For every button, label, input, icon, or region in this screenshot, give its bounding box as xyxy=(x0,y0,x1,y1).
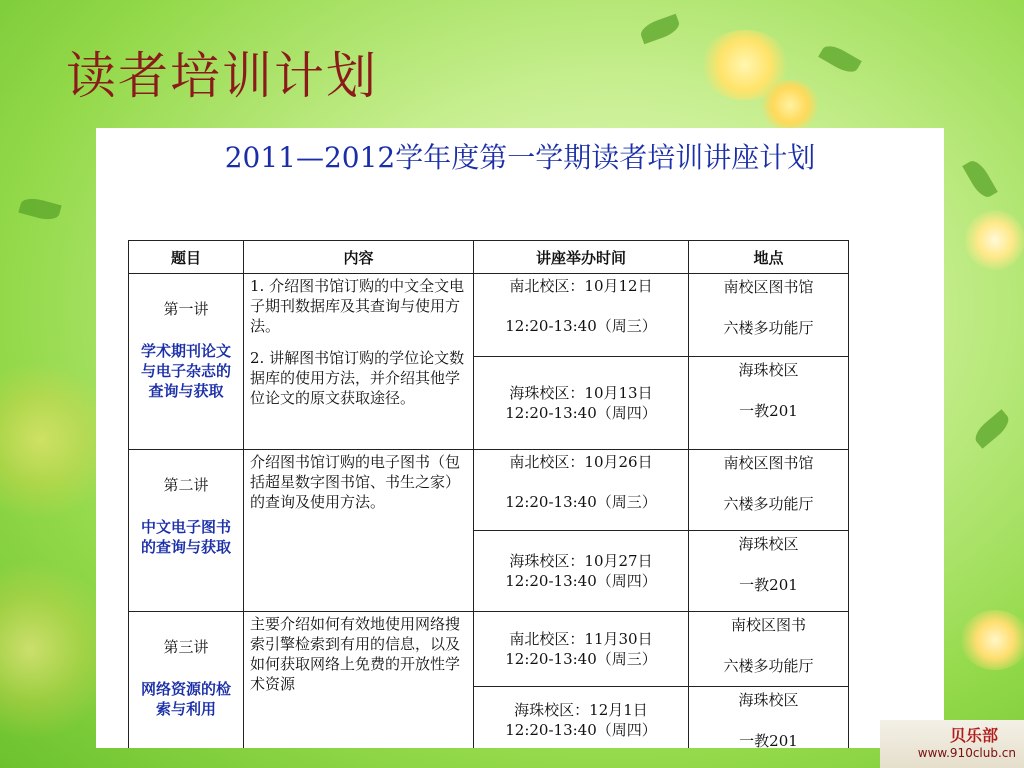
lecture-number: 第三讲 xyxy=(163,638,209,656)
session-campus-date: 海珠校区：10月13日 xyxy=(509,384,653,402)
watermark-logo xyxy=(880,720,1024,768)
leaf-decoration xyxy=(962,157,998,201)
lecture-content-cell xyxy=(244,612,474,749)
lecture-topic-cell xyxy=(129,450,244,612)
session-place-cell xyxy=(689,531,849,612)
session-place: 南校区图书馆 xyxy=(723,278,814,296)
session-room: 六楼多功能厅 xyxy=(723,495,814,513)
session-place-cell xyxy=(689,357,849,450)
session-time: 12:20-13:40（周三） xyxy=(505,317,657,335)
lecture-plan-table xyxy=(128,240,849,748)
lecture-content-cell xyxy=(244,450,474,612)
session-campus-date: 海珠校区：10月27日 xyxy=(509,552,653,570)
session-campus-date: 南北校区：10月26日 xyxy=(509,453,653,471)
flower-decoration xyxy=(760,80,820,130)
session-campus-date: 南北校区：11月30日 xyxy=(509,630,653,648)
session-time: 12:20-13:40（周三） xyxy=(505,650,657,668)
leaf-decoration xyxy=(971,409,1013,449)
watermark-url: www.910club.cn xyxy=(917,746,1016,760)
session-time: 12:20-13:40（周四） xyxy=(505,572,657,590)
lecture-content: 2. 讲解图书馆订购的学位论文数据库的使用方法，并介绍其他学位论文的原文获取途径。 xyxy=(250,349,465,407)
session-room: 一教201 xyxy=(739,402,798,420)
table-row xyxy=(129,612,849,687)
session-time-cell xyxy=(474,450,689,531)
leaf-decoration xyxy=(18,195,61,223)
session-place-cell xyxy=(689,612,849,687)
session-campus-date: 南北校区：10月12日 xyxy=(509,277,653,295)
column-header-time: 讲座举办时间 xyxy=(474,241,689,274)
session-place: 南校区图书馆 xyxy=(723,454,814,472)
session-room: 一教201 xyxy=(739,576,798,594)
session-time-cell xyxy=(474,274,689,357)
lecture-topic-cell xyxy=(129,612,244,749)
session-room: 六楼多功能厅 xyxy=(723,319,814,337)
session-place-cell xyxy=(689,450,849,531)
session-time-cell xyxy=(474,687,689,749)
session-time-cell xyxy=(474,357,689,450)
leaf-decoration xyxy=(818,41,862,77)
table-row xyxy=(129,450,849,531)
session-time: 12:20-13:40（周三） xyxy=(505,493,657,511)
panel-heading: 2011—2012学年度第一学期读者培训讲座计划 xyxy=(224,141,816,174)
session-place-cell xyxy=(689,274,849,357)
lecture-content-cell xyxy=(244,274,474,450)
lecture-number: 第一讲 xyxy=(163,300,209,318)
lecture-topic: 中文电子图书的查询与获取 xyxy=(140,518,231,556)
lecture-content: 主要介绍如何有效地使用网络搜索引擎检索到有用的信息，以及如何获取网络上免费的开放性学术资源 xyxy=(250,615,461,693)
flower-decoration xyxy=(965,210,1024,270)
table-header-row xyxy=(129,241,849,274)
session-room: 一教201 xyxy=(739,732,798,748)
flower-decoration xyxy=(960,610,1024,670)
session-time-cell xyxy=(474,612,689,687)
session-place: 海珠校区 xyxy=(738,691,799,709)
lecture-topic: 学术期刊论文与电子杂志的查询与获取 xyxy=(140,342,231,400)
session-time: 12:20-13:40（周四） xyxy=(505,721,657,739)
watermark-text: 贝乐部 xyxy=(949,726,998,745)
session-place-cell xyxy=(689,687,849,749)
session-time: 12:20-13:40（周四） xyxy=(505,404,657,422)
leaf-decoration xyxy=(638,14,682,45)
content-panel xyxy=(96,128,944,748)
session-place: 海珠校区 xyxy=(738,361,799,379)
table-row xyxy=(129,274,849,357)
session-place: 南校区图书 xyxy=(730,616,806,634)
session-place: 海珠校区 xyxy=(738,535,799,553)
slide-title: 读者培训计划 xyxy=(66,47,378,105)
session-room: 六楼多功能厅 xyxy=(723,657,814,675)
session-time-cell xyxy=(474,531,689,612)
lecture-content: 1. 介绍图书馆订购的中文全文电子期刊数据库及其查询与使用方法。 xyxy=(250,277,465,335)
column-header-content: 内容 xyxy=(244,241,474,274)
lecture-number: 第二讲 xyxy=(163,476,209,494)
lecture-topic: 网络资源的检索与利用 xyxy=(140,680,231,718)
lecture-topic-cell xyxy=(129,274,244,450)
lecture-content: 介绍图书馆订购的电子图书（包括超星数字图书馆、书生之家）的查询及使用方法。 xyxy=(250,453,461,511)
column-header-place: 地点 xyxy=(689,241,849,274)
session-campus-date: 海珠校区：12月1日 xyxy=(514,701,648,719)
column-header-topic: 题目 xyxy=(129,241,244,274)
